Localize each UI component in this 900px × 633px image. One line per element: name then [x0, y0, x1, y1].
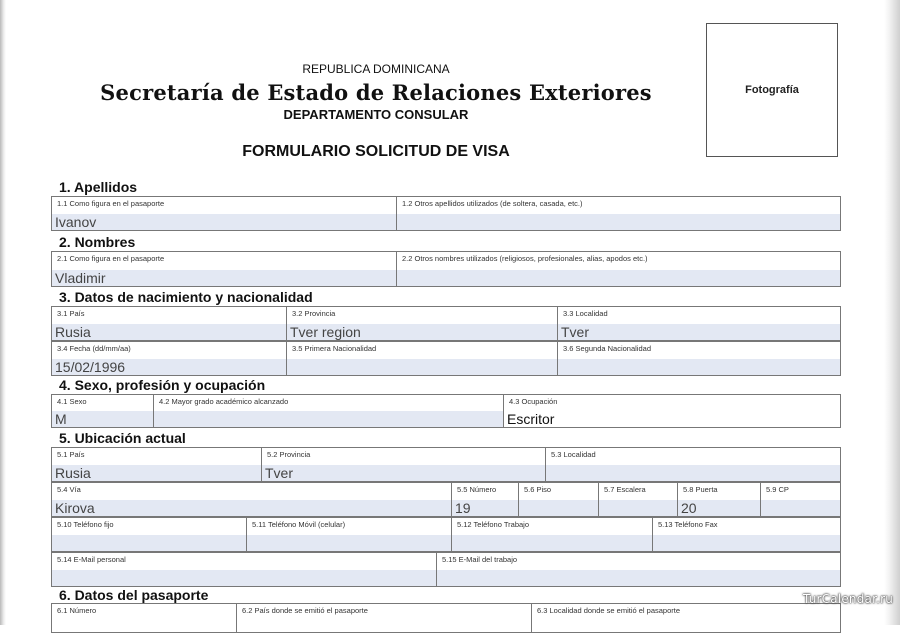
- section-apellidos: 1. Apellidos: [59, 179, 138, 195]
- field-6-1[interactable]: 6.1 Número: [51, 603, 237, 633]
- field-1-1[interactable]: 1.1 Como figura en el pasaporte Ivanov: [51, 196, 397, 231]
- field-5-13[interactable]: 5.13 Teléfono Fax: [652, 517, 841, 552]
- field-5-2[interactable]: 5.2 Provincia Tver: [261, 447, 546, 482]
- photo-box[interactable]: [706, 23, 838, 157]
- field-5-8[interactable]: 5.8 Puerta 20: [677, 482, 761, 517]
- section-sexo: 4. Sexo, profesión y ocupación: [59, 377, 266, 393]
- field-4-2[interactable]: 4.2 Mayor grado académico alcanzado: [153, 394, 504, 428]
- field-2-1[interactable]: 2.1 Como figura en el pasaporte Vladimir: [51, 251, 397, 287]
- field-3-2[interactable]: 3.2 Provincia Tver region: [286, 306, 558, 341]
- field-3-3[interactable]: 3.3 Localidad Tver: [557, 306, 841, 341]
- field-4-3[interactable]: 4.3 Ocupación Escritor: [503, 394, 841, 428]
- country-name: REPUBLICA DOMINICANA: [302, 62, 450, 76]
- field-5-11[interactable]: 5.11 Teléfono Móvil (celular): [246, 517, 452, 552]
- ministry-name: Secretaría de Estado de Relaciones Exteriores: [100, 80, 652, 105]
- field-3-5[interactable]: 3.5 Primera Nacionalidad: [286, 341, 558, 376]
- section-ubicacion: 5. Ubicación actual: [59, 430, 186, 446]
- field-5-12[interactable]: 5.12 Teléfono Trabajo: [451, 517, 653, 552]
- form-title: FORMULARIO SOLICITUD DE VISA: [242, 143, 510, 160]
- field-3-4[interactable]: 3.4 Fecha (dd/mm/aa) 15/02/1996: [51, 341, 287, 376]
- section-nacimiento: 3. Datos de nacimiento y nacionalidad: [59, 289, 313, 305]
- field-5-7[interactable]: 5.7 Escalera: [598, 482, 678, 517]
- field-2-1-value: Vladimir: [55, 270, 106, 286]
- field-5-9[interactable]: 5.9 CP: [760, 482, 841, 517]
- field-1-1-value: Ivanov: [55, 214, 97, 230]
- field-5-3[interactable]: 5.3 Localidad: [545, 447, 841, 482]
- field-5-4[interactable]: 5.4 Vía Kirova: [51, 482, 452, 517]
- field-5-15[interactable]: 5.15 E-Mail del trabajo: [436, 552, 841, 587]
- page-edge-right: [884, 0, 900, 625]
- field-2-2[interactable]: 2.2 Otros nombres utilizados (religiosos, profesionales, alias, apodos etc.): [396, 251, 841, 287]
- field-5-5[interactable]: 5.5 Número 19: [451, 482, 519, 517]
- photo-label: Fotografía: [745, 84, 799, 96]
- field-3-6[interactable]: 3.6 Segunda Nacionalidad: [557, 341, 841, 376]
- field-3-1[interactable]: 3.1 País Rusia: [51, 306, 287, 341]
- section-nombres: 2. Nombres: [59, 234, 136, 250]
- field-5-10[interactable]: 5.10 Teléfono fijo: [51, 517, 247, 552]
- watermark: TurCalendar.ru: [803, 592, 894, 606]
- department-name: DEPARTAMENTO CONSULAR: [283, 107, 469, 122]
- field-4-1[interactable]: 4.1 Sexo M: [51, 394, 154, 428]
- field-6-3[interactable]: 6.3 Localidad donde se emitió el pasaporte: [531, 603, 841, 633]
- field-5-14[interactable]: 5.14 E-Mail personal: [51, 552, 437, 587]
- field-6-2[interactable]: 6.2 País donde se emitió el pasaporte: [236, 603, 532, 633]
- field-5-6[interactable]: 5.6 Piso: [518, 482, 599, 517]
- field-5-1[interactable]: 5.1 País Rusia: [51, 447, 262, 482]
- section-pasaporte: 6. Datos del pasaporte: [59, 587, 209, 603]
- field-1-2[interactable]: 1.2 Otros apellidos utilizados (de soltera, casada, etc.): [396, 196, 841, 231]
